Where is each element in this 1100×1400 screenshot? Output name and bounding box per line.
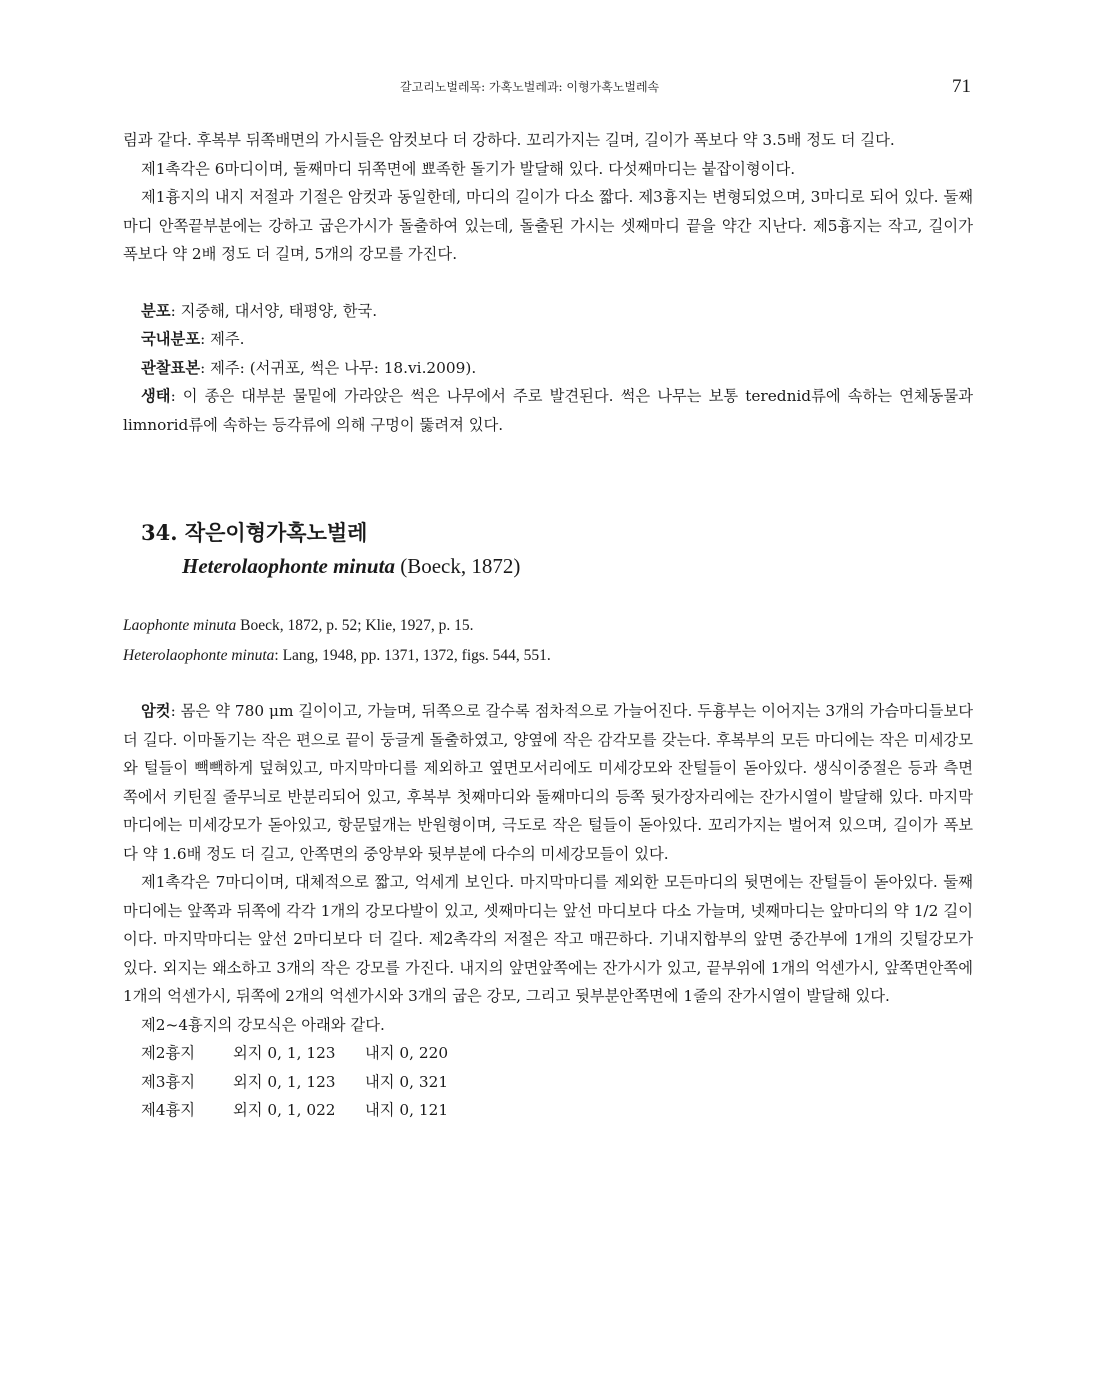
synonym-reference: Boeck, 1872, p. 52; Klie, 1927, p. 15.: [236, 617, 474, 634]
specimen-line: [123, 354, 973, 383]
domestic-distribution-line: [123, 325, 973, 354]
page-number: 71: [952, 76, 971, 97]
leg-name: 제3흉지: [141, 1072, 196, 1091]
species-korean-name: 작은이형가혹노벌레: [184, 520, 368, 545]
female-label: 암컷: [141, 702, 171, 720]
species-latin-name: Heterolaophonte minuta: [182, 554, 395, 578]
synonym-list: [123, 611, 973, 671]
paragraph-antenna-male: 제1촉각은 6마디이며, 둘째마디 뒤쪽면에 뾰족한 돌기가 발달해 있다. 다섯째마디는 붙잡이형이다.: [141, 159, 796, 178]
specimen-label: 관찰표본: [141, 358, 201, 377]
species-title-korean: [141, 517, 973, 549]
setal-formula-table: [123, 1039, 973, 1125]
paragraph-tail: 림과 같다. 후복부 뒤쪽배면의 가시들은 암컷보다 더 강하다. 꼬리가지는 길며, 길이가 폭보다 약 3.5배 정도 더 길다.: [123, 131, 895, 149]
setal-formula-row: [123, 1096, 973, 1125]
setal-formula-intro: 제2~4흉지의 강모식은 아래와 같다.: [141, 1015, 385, 1034]
exopod-formula: 외지 0, 1, 022: [233, 1101, 336, 1119]
synonym-entry: [123, 641, 973, 671]
synonym-name: Laophonte minuta: [123, 617, 237, 634]
paragraph-legs-male: 제1흉지의 내지 저절과 기절은 암컷과 동일한데, 마디의 길이가 다소 짧다. 제3흉지는 변형되었으며, 3마디로 되어 있다. 둘째마디 안쪽끝부분에는 강하고 굽은가시가 돌출하여 있는데, 돌출된 가시는 셋째마디 끝을 약간 지난다. 제5흉지는 작고, 길이가 폭보다 약 2배 정도 더 길며, 5개의 강모를 가진다.: [123, 188, 973, 263]
endopod-formula: 내지 0, 220: [365, 1044, 449, 1062]
distribution-text: : 지중해, 대서양, 태평양, 한국.: [170, 301, 378, 320]
specimen-text: : 제주: (서귀포, 썩은 나무: 18.vi.2009).: [200, 358, 477, 377]
exopod-formula: 외지 0, 1, 123: [233, 1044, 336, 1062]
female-antenna-paragraph: 제1촉각은 7마디이며, 대체적으로 짧고, 억세게 보인다. 마지막마디를 제외한 모든마디의 뒷면에는 잔털들이 돋아있다. 둘째마디에는 앞쪽과 뒤쪽에 각각 1개의 강모다발이 있고, 셋째마디는 앞선 마디보다 다소 가늘며, 넷째마디는 앞마디의 약 1/2 길이이다. 마지막마디는 앞선 2마디보다 더 길다. 제2촉각의 저절은 작고 매끈하다. 기내지합부의 앞면 중간부에 1개의 깃털강모가 있다. 외지는 왜소하고 3개의 작은 강모를 가진다. 내지의 앞면앞쪽에는 잔가시가 있고, 끝부위에 1개의 억센가시, 앞쪽면안쪽에 1개의 억센가시, 뒤쪽에 2개의 억센가시와 3개의 굽은 강모, 그리고 뒷부분안쪽면에 1줄의 잔가시열이 발달해 있다.: [123, 873, 973, 1005]
species-authority: (Boeck, 1872): [400, 554, 521, 578]
distribution-label: 분포: [141, 301, 171, 320]
running-title: 갈고리노벌레목: 가혹노벌레과: 이형가혹노벌레속: [400, 80, 660, 94]
species-title-latin: [141, 549, 973, 583]
distribution-line: [123, 297, 973, 326]
female-description: [123, 697, 973, 868]
species-number: 34.: [141, 520, 178, 545]
exopod-formula: 외지 0, 1, 123: [233, 1072, 336, 1091]
domestic-text: : 제주.: [200, 330, 245, 348]
endopod-formula: 내지 0, 121: [365, 1101, 449, 1119]
ecology-label: 생태: [141, 387, 171, 405]
leg-name: 제2흉지: [141, 1044, 196, 1062]
synonym-reference: : Lang, 1948, pp. 1371, 1372, figs. 544, 551.: [274, 647, 551, 664]
species-heading: [123, 517, 973, 583]
ecology-text: : 이 종은 대부분 물밑에 가라앉은 썩은 나무에서 주로 발견된다. 썩은 나무는 보통 terednid류에 속하는 연체동물과 limnorid류에 속하는 등각류에 의해 구멍이 뚫려져 있다.: [123, 387, 973, 434]
domestic-label: 국내분포: [141, 330, 201, 348]
synonym-entry: [123, 611, 973, 641]
endopod-formula: 내지 0, 321: [365, 1072, 449, 1091]
setal-formula-row: [123, 1039, 973, 1068]
setal-formula-row: [123, 1068, 973, 1097]
page-body: [123, 126, 973, 1125]
leg-name: 제4흉지: [141, 1101, 196, 1119]
running-header: [0, 76, 1100, 98]
ecology-paragraph: [123, 382, 973, 439]
female-text: : 몸은 약 780 μm 길이이고, 가늘며, 뒤쪽으로 갈수록 점차적으로 가늘어진다. 두흉부는 이어지는 3개의 가슴마디들보다 더 길다. 이마돌기는 작은 편으로 끝이 둥글게 돌출하였고, 양옆에 작은 감각모를 갖는다. 후복부의 모든 마디에는 작은 미세강모와 털들이 빽빽하게 덮혀있고, 마지막마디를 제외하고 옆면모서리에도 미세강모와 잔털들이 돋아있다. 생식이중절은 등과 측면쪽에서 키틴질 줄무늬로 반분리되어 있고, 후복부 첫째마디와 둘째마디의 등쪽 뒷가장자리에는 잔가시열이 발달해 있다. 마지막마디에는 미세강모가 돋아있고, 항문덮개는 반원형이며, 극도로 작은 털들이 돋아있다. 꼬리가지는 벌어져 있으며, 길이가 폭보다 약 1.6배 정도 더 길고, 안쪽면의 중앙부와 뒷부분에 다수의 미세강모들이 있다.: [123, 702, 973, 863]
synonym-name: Heterolaophonte minuta: [123, 647, 275, 664]
